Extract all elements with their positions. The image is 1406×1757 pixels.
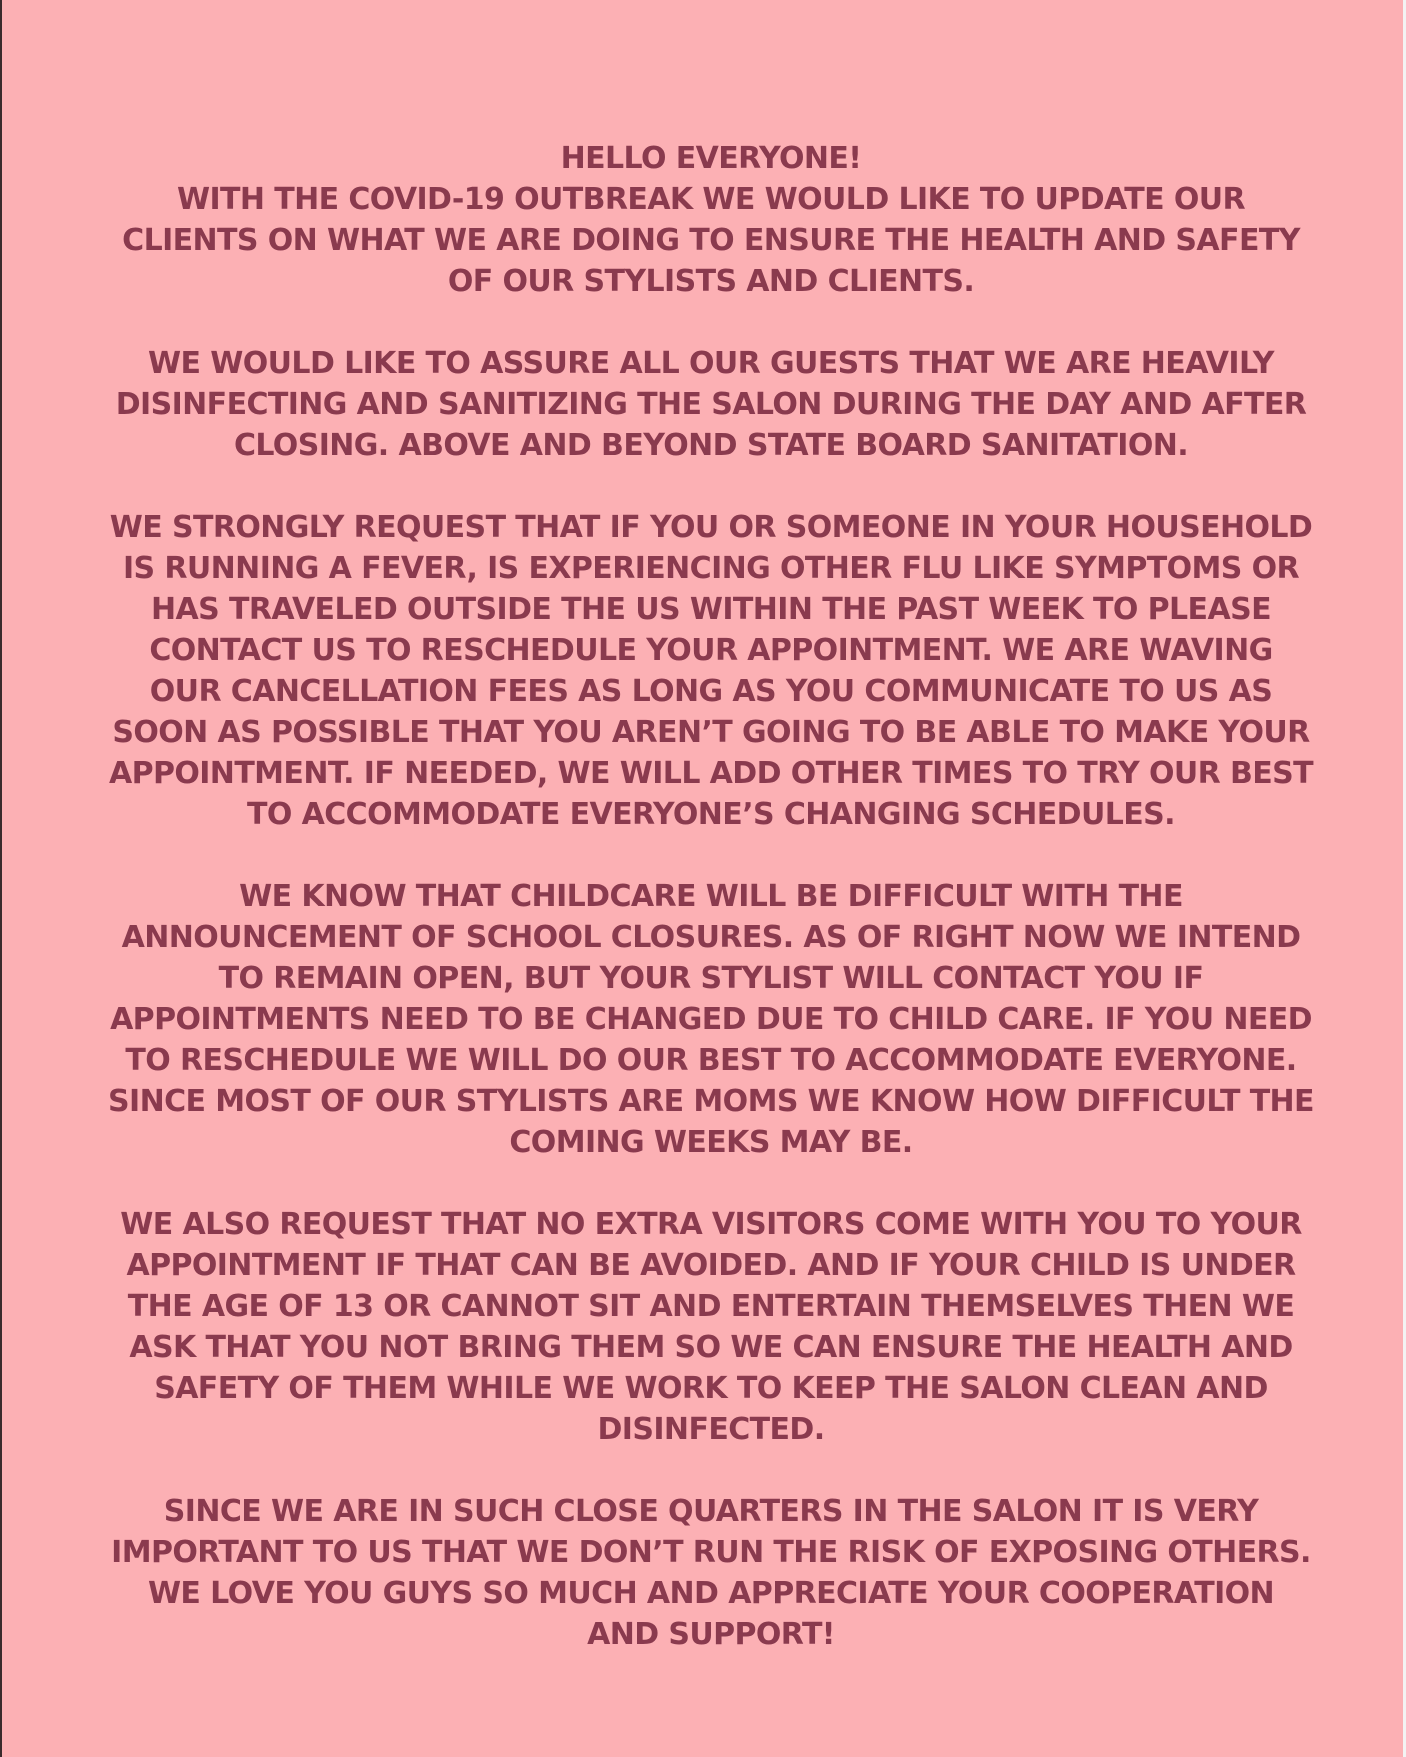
text-line: WE STRONGLY REQUEST THAT IF YOU OR SOMEONE IN YOUR HOUSEHOLD [109,510,1313,545]
text-line: SOON AS POSSIBLE THAT YOU AREN’T GOING TO BE ABLE TO MAKE YOUR [112,715,1310,750]
text-line: WE ALSO REQUEST THAT NO EXTRA VISITORS COME WITH YOU TO YOUR [120,1207,1302,1242]
left-edge-border [0,0,2,1757]
text-line: COMING WEEKS MAY BE. [509,1125,913,1160]
text-line: IMPORTANT TO US THAT WE DON’T RUN THE RISK OF EXPOSING OTHERS. [111,1535,1311,1570]
text-line: DISINFECTED. [597,1412,825,1447]
text-line: ASK THAT YOU NOT BRING THEM SO WE CAN ENSURE THE HEALTH AND [129,1330,1293,1365]
text-line: AND SUPPORT! [587,1617,835,1652]
text-line: OUR CANCELLATION FEES AS LONG AS YOU COMMUNICATE TO US AS [149,674,1273,709]
text-line: TO REMAIN OPEN, BUT YOUR STYLIST WILL CONTACT YOU IF [218,961,1204,996]
text-line: CLIENTS ON WHAT WE ARE DOING TO ENSURE THE HEALTH AND SAFETY [122,223,1300,258]
text-line: APPOINTMENT. IF NEEDED, WE WILL ADD OTHER TIMES TO TRY OUR BEST [108,756,1314,791]
text-line: SINCE MOST OF OUR STYLISTS ARE MOMS WE KNOW HOW DIFFICULT THE [108,1084,1314,1119]
text-line: DISINFECTING AND SANITIZING THE SALON DURING THE DAY AND AFTER [115,387,1307,422]
text-line: HAS TRAVELED OUTSIDE THE US WITHIN THE PAST WEEK TO PLEASE [151,592,1271,627]
text-line: OF OUR STYLISTS AND CLIENTS. [447,264,975,299]
text-line: APPOINTMENTS NEED TO BE CHANGED DUE TO CHILD CARE. IF YOU NEED [110,1002,1312,1037]
paragraph-visitors [40,1204,1382,1450]
text-line: ANNOUNCEMENT OF SCHOOL CLOSURES. AS OF RIGHT NOW WE INTEND [121,920,1301,955]
paragraph-closing [40,1491,1382,1655]
text-line: TO RESCHEDULE WE WILL DO OUR BEST TO ACCOMMODATE EVERYONE. [125,1043,1297,1078]
text-line: SAFETY OF THEM WHILE WE WORK TO KEEP THE SALON CLEAN AND [154,1371,1268,1406]
paragraph-reschedule [40,507,1382,835]
text-line: WE KNOW THAT CHILDCARE WILL BE DIFFICULT WITH THE [239,879,1183,914]
text-line: CLOSING. ABOVE AND BEYOND STATE BOARD SANITATION. [233,428,1189,463]
text-line: APPOINTMENT IF THAT CAN BE AVOIDED. AND IF YOUR CHILD IS UNDER [126,1248,1296,1283]
text-line: IS RUNNING A FEVER, IS EXPERIENCING OTHER FLU LIKE SYMPTOMS OR [123,551,1299,586]
text-line: THE AGE OF 13 OR CANNOT SIT AND ENTERTAIN THEMSELVES THEN WE [127,1289,1295,1324]
text-line: WITH THE COVID-19 OUTBREAK WE WOULD LIKE TO UPDATE OUR [176,182,1246,217]
paragraph-childcare [40,876,1382,1163]
text-line: TO ACCOMMODATE EVERYONE’S CHANGING SCHEDULES. [247,797,1175,832]
text-line: WE LOVE YOU GUYS SO MUCH AND APPRECIATE YOUR COOPERATION [147,1576,1275,1611]
paragraph-sanitizing [40,343,1382,466]
paragraph-greeting [40,138,1382,302]
text-line: WE WOULD LIKE TO ASSURE ALL OUR GUESTS THAT WE ARE HEAVILY [148,346,1274,381]
notice-text [40,138,1382,1696]
text-line: SINCE WE ARE IN SUCH CLOSE QUARTERS IN THE SALON IT IS VERY [163,1494,1259,1529]
text-line: CONTACT US TO RESCHEDULE YOUR APPOINTMENT. WE ARE WAVING [149,633,1273,668]
greeting-heading: HELLO EVERYONE! [560,141,862,176]
